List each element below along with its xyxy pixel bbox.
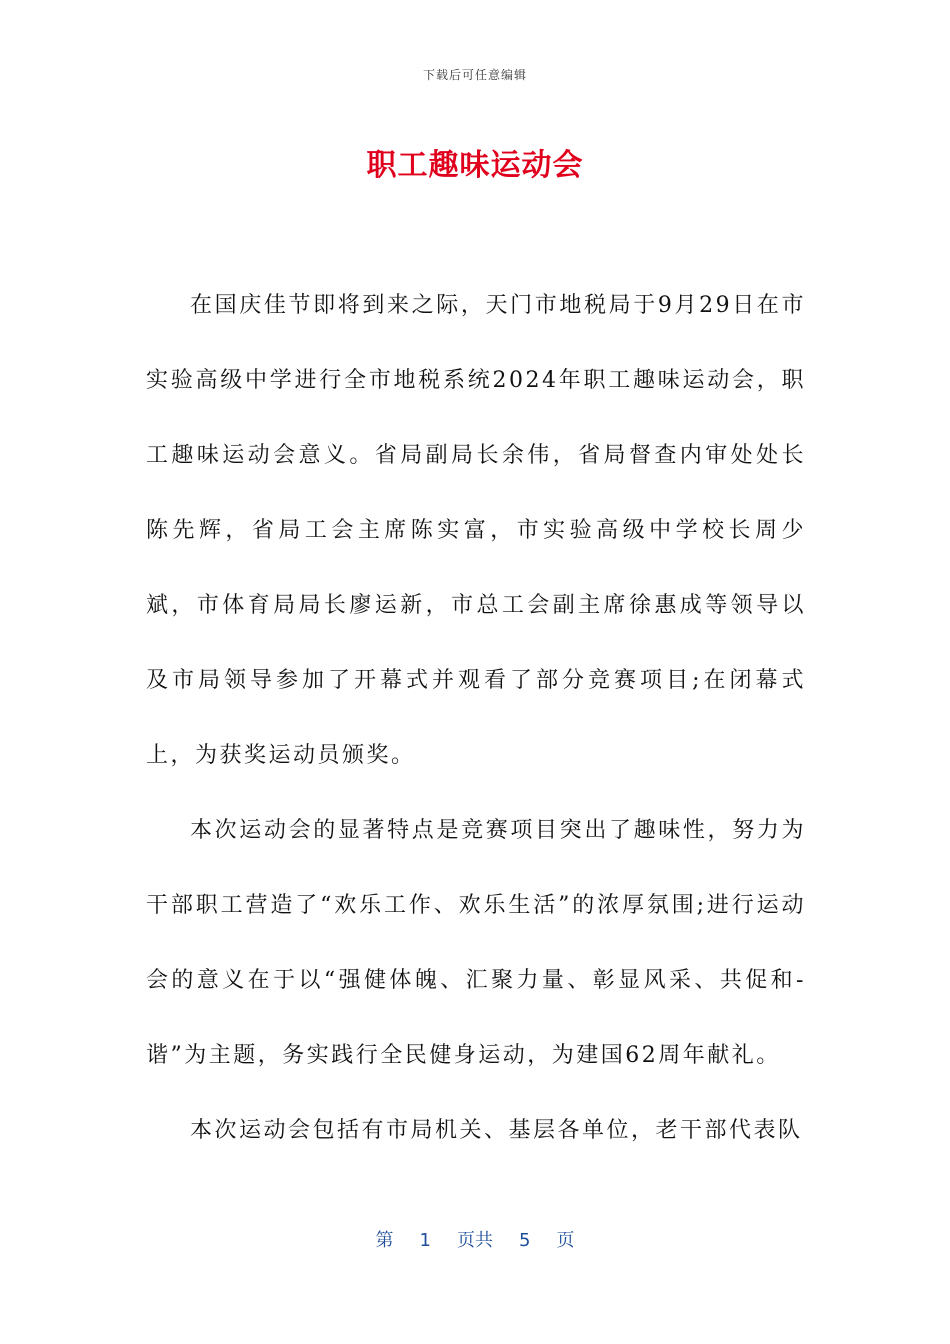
paragraph: 在国庆佳节即将到来之际，天门市地税局于9月29日在市实验高级中学进行全市地税系统2024年职工趣味运动会，职工趣味运动会意义。省局副局长余伟，省局督查内审处处长陈先辉，省局工会主席陈实富，市实验高级中学校长周少斌，市体育局局长廖运新，市总工会副主席徐惠成等领导以及市局领导参加了开幕式并观看了部分竞赛项目;在闭幕式上，为获奖运动员颁奖。 xyxy=(146,293,806,768)
document-title: 职工趣味运动会 xyxy=(366,148,584,183)
footer-suffix: 页 xyxy=(556,1230,575,1251)
footer-prefix: 第 xyxy=(375,1230,394,1251)
footer-middle: 页共 xyxy=(457,1230,493,1251)
footer-page-current: 1 xyxy=(419,1230,431,1251)
paragraph: 本次运动会包括有市局机关、基层各单位，老干部代表队 xyxy=(190,1118,803,1143)
header-note: 下载后可任意编辑 xyxy=(422,68,527,82)
paragraph: 本次运动会的显著特点是竞赛项目突出了趣味性，努力为干部职工营造了“欢乐工作、欢乐生活”的浓厚氛围;进行运动会的意义在于以“强健体魄、汇聚力量、彰显风采、共促和-谐”为主题，务实践行全民健身运动，为建国62周年献礼。 xyxy=(146,818,806,1068)
document-body xyxy=(146,268,806,1168)
page-footer xyxy=(0,1226,950,1252)
footer-page-total: 5 xyxy=(519,1230,531,1251)
